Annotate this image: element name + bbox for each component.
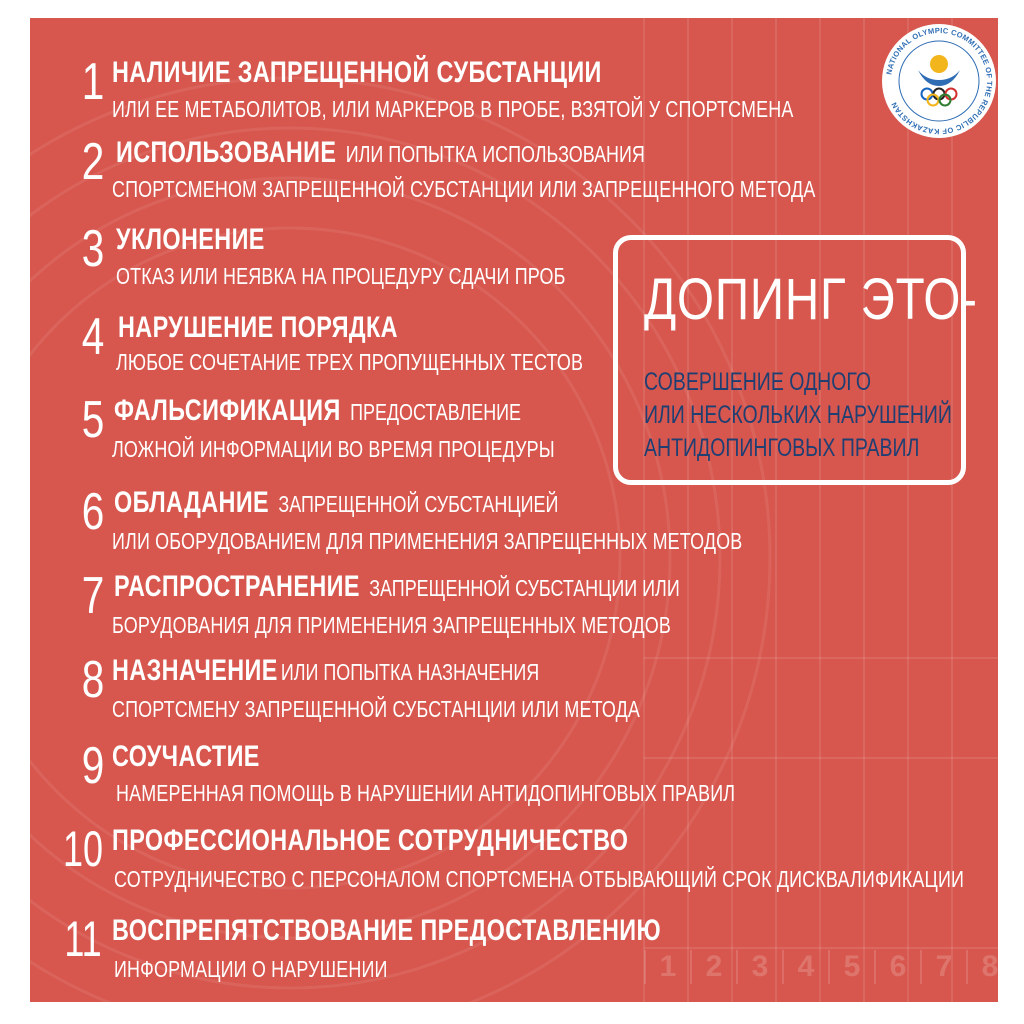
item-description: ЛОЖНОЙ ИНФОРМАЦИИ ВО ВРЕМЯ ПРОЦЕДУРЫ xyxy=(112,436,555,462)
item-heading: ОБЛАДАНИЕ xyxy=(114,486,270,519)
item-inline-text: ИЛИ ПОПЫТКА ИСПОЛЬЗОВАНИЯ xyxy=(345,141,645,167)
logo-text: NATIONAL OLYMPIC COMMITTEE OF THE REPUBLIC OF KAZAKHSTAN xyxy=(884,25,995,137)
lane-number: 5 xyxy=(828,950,874,984)
item-description: СПОРТСМЕНУ ЗАПРЕЩЕННОЙ СУБСТАНЦИИ ИЛИ МЕТОДА xyxy=(112,696,641,722)
item-heading-row xyxy=(114,570,680,604)
item-heading: РАСПРОСТРАНЕНИЕ xyxy=(114,570,360,603)
olympic-committee-logo xyxy=(880,22,998,140)
item-description: ИЛИ ЕЕ МЕТАБОЛИТОВ, ИЛИ МАРКЕРОВ В ПРОБЕ, ВЗЯТОЙ У СПОРТСМЕНА xyxy=(112,96,794,122)
item-number: 9 xyxy=(81,737,105,795)
item-number: 5 xyxy=(81,391,105,449)
item-number: 4 xyxy=(81,308,105,366)
doping-desc-line: АНТИДОПИНГОВЫХ ПРАВИЛ xyxy=(644,434,920,462)
item-description: ЛЮБОЕ СОЧЕТАНИЕ ТРЕХ ПРОПУЩЕННЫХ ТЕСТОВ xyxy=(116,349,584,375)
item-description: БОРУДОВАНИЯ ДЛЯ ПРИМЕНЕНИЯ ЗАПРЕЩЕННЫХ МЕТОДОВ xyxy=(112,612,671,638)
item-heading: УКЛОНЕНИЕ xyxy=(116,223,265,256)
item-number: 10 xyxy=(62,821,104,877)
lane-number: 1 xyxy=(644,950,690,984)
doping-desc-line: ИЛИ НЕСКОЛЬКИХ НАРУШЕНИЙ xyxy=(644,401,952,429)
item-heading: СОУЧАСТИЕ xyxy=(112,740,260,773)
item-heading: НАРУШЕНИЕ ПОРЯДКА xyxy=(118,311,398,344)
item-number: 3 xyxy=(81,220,105,278)
item-heading-row xyxy=(114,486,558,520)
doping-definition-box xyxy=(613,235,978,485)
lane-number: 3 xyxy=(736,950,782,984)
track-lane-numbers xyxy=(644,950,998,984)
lane-number: 7 xyxy=(920,950,966,984)
item-inline-text: ЗАПРЕЩЕННОЙ СУБСТАНЦИЕЙ xyxy=(278,491,559,517)
item-heading: ФАЛЬСИФИКАЦИЯ xyxy=(114,394,341,427)
item-description: СОТРУДНИЧЕСТВО С ПЕРСОНАЛОМ СПОРТСМЕНА ОТБЫВАЮЩИЙ СРОК ДИСКВАЛИФИКАЦИИ xyxy=(114,866,965,892)
item-number: 11 xyxy=(64,911,102,967)
poster xyxy=(30,18,998,1002)
doping-desc-line: СОВЕРШЕНИЕ ОДНОГО xyxy=(644,368,872,396)
lane-number: 4 xyxy=(782,950,828,984)
item-heading: НАЗНАЧЕНИЕ xyxy=(112,654,278,687)
item-number: 6 xyxy=(81,483,105,541)
item-heading: ВОСПРЕПЯТСТВОВАНИЕ ПРЕДОСТАВЛЕНИЮ xyxy=(112,914,661,947)
item-description: ИНФОРМАЦИИ О НАРУШЕНИИ xyxy=(114,956,388,982)
doping-title: ДОПИНГ ЭТО- xyxy=(644,267,978,332)
lane-number: 8 xyxy=(966,950,998,984)
item-number: 1 xyxy=(81,53,105,111)
sun-icon xyxy=(930,55,948,73)
item-heading-row xyxy=(114,394,521,428)
item-heading-row xyxy=(116,136,645,170)
lane-number: 2 xyxy=(690,950,736,984)
lane-number: 6 xyxy=(874,950,920,984)
item-number: 7 xyxy=(81,567,105,625)
item-description: ИЛИ ОБОРУДОВАНИЕМ ДЛЯ ПРИМЕНЕНИЯ ЗАПРЕЩЕННЫХ МЕТОДОВ xyxy=(112,528,743,554)
item-inline-text: ПРЕДОСТАВЛЕНИЕ xyxy=(350,399,522,425)
item-number: 2 xyxy=(81,133,105,191)
item-inline-text: ЗАПРЕЩЕННОЙ СУБСТАНЦИИ ИЛИ xyxy=(369,575,680,601)
item-heading-row xyxy=(112,654,539,688)
item-number: 8 xyxy=(81,651,105,709)
item-heading: ПРОФЕССИОНАЛЬНОЕ СОТРУДНИЧЕСТВО xyxy=(112,824,629,857)
item-heading: НАЛИЧИЕ ЗАПРЕЩЕННОЙ СУБСТАНЦИИ xyxy=(112,56,602,89)
item-inline-text: ИЛИ ПОПЫТКА НАЗНАЧЕНИЯ xyxy=(280,659,540,685)
item-description: НАМЕРЕННАЯ ПОМОЩЬ В НАРУШЕНИИ АНТИДОПИНГОВЫХ ПРАВИЛ xyxy=(116,780,736,806)
item-description: ОТКАЗ ИЛИ НЕЯВКА НА ПРОЦЕДУРУ СДАЧИ ПРОБ xyxy=(116,263,566,289)
item-heading: ИСПОЛЬЗОВАНИЕ xyxy=(116,136,337,169)
item-description: СПОРТСМЕНОМ ЗАПРЕЩЕННОЙ СУБСТАНЦИИ ИЛИ ЗАПРЕЩЕННОГО МЕТОДА xyxy=(112,176,816,202)
doping-description xyxy=(644,366,952,465)
